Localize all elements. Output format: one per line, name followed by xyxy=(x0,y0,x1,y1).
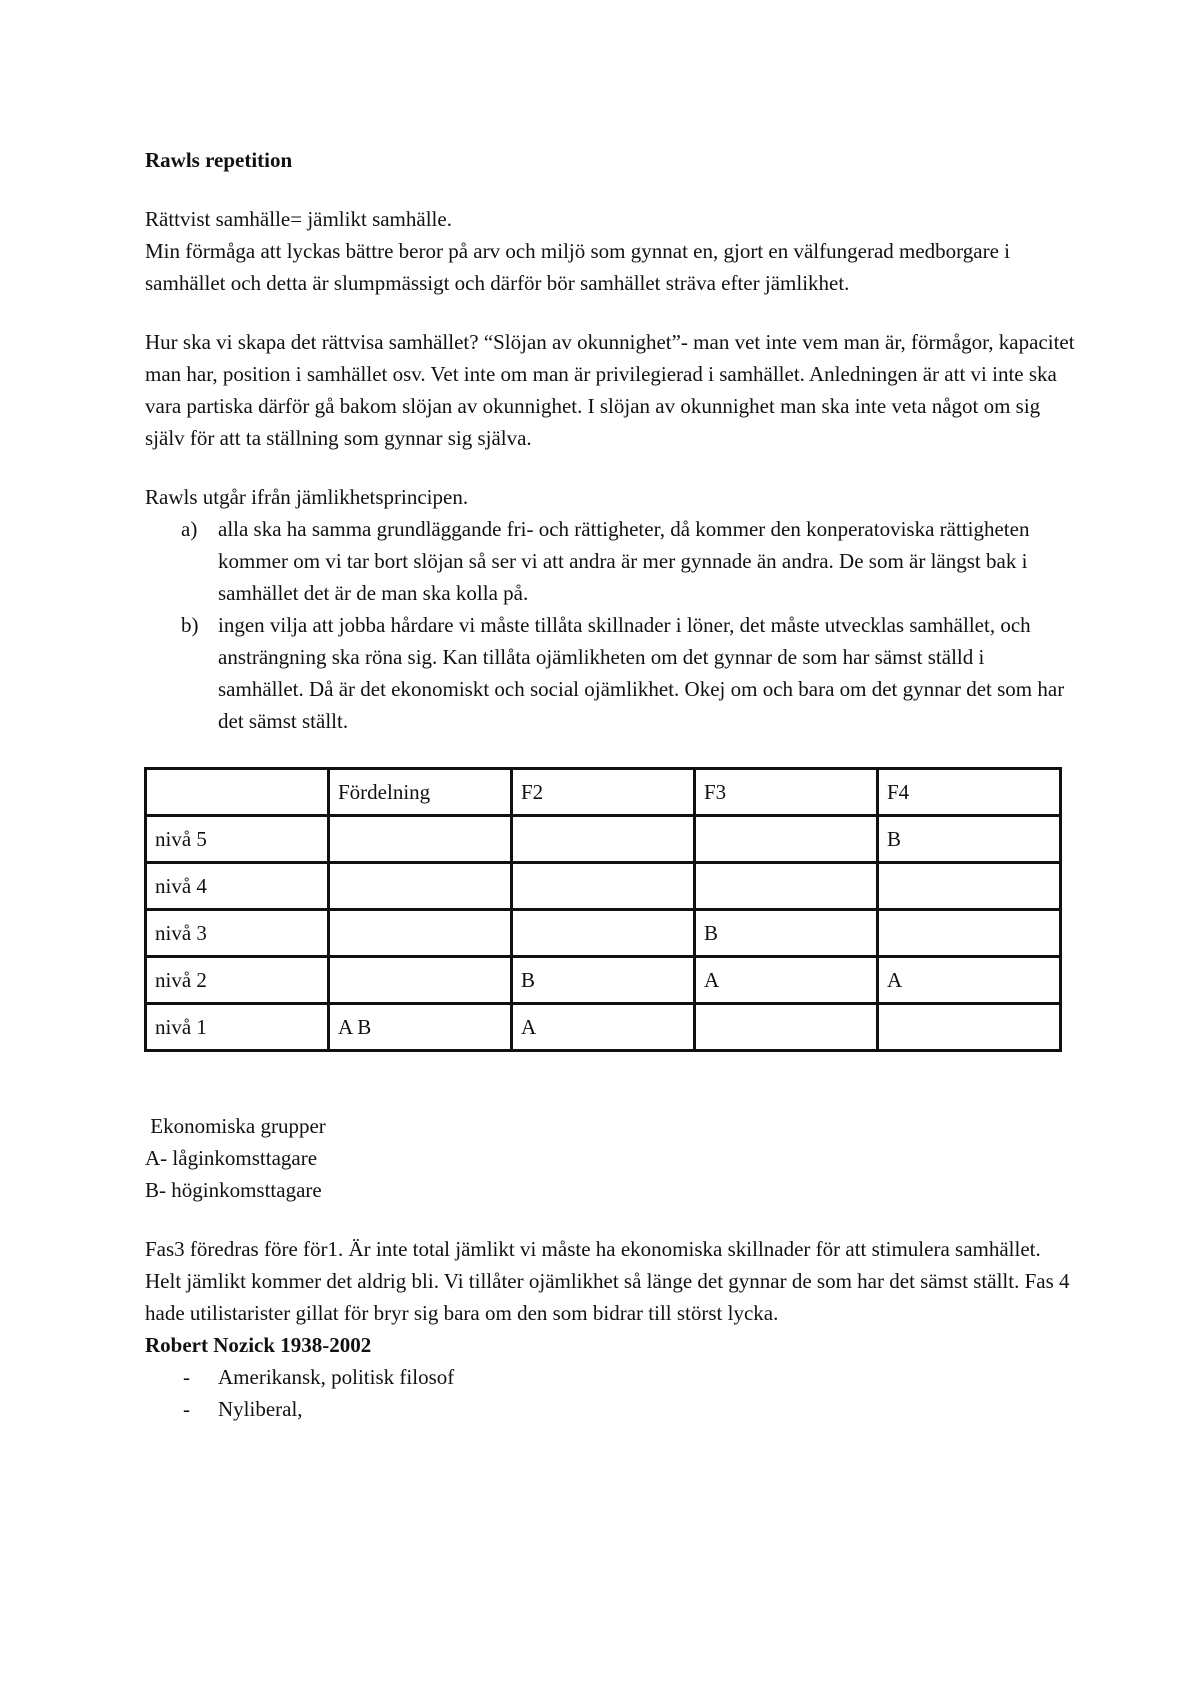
table-row xyxy=(146,957,1061,1004)
paragraph-equality-principle: Rawls utgår ifrån jämlikhetsprincipen. xyxy=(145,485,469,509)
list-item-text: Nyliberal, xyxy=(218,1397,303,1421)
groups-title: Ekonomiska grupper xyxy=(145,1114,326,1138)
table-cell xyxy=(695,816,878,863)
table-cell: F2 xyxy=(512,769,695,816)
table-cell: F3 xyxy=(695,769,878,816)
list-item xyxy=(145,609,1075,737)
table-row xyxy=(146,863,1061,910)
table-cell: B xyxy=(695,910,878,957)
table-cell: nivå 3 xyxy=(146,910,329,957)
table-cell: nivå 2 xyxy=(146,957,329,1004)
group-b: B- höginkomsttagare xyxy=(145,1178,322,1202)
principle-list xyxy=(145,513,1075,737)
table-cell: A B xyxy=(329,1004,512,1051)
table-cell xyxy=(329,910,512,957)
paragraph-ability: Min förmåga att lyckas bättre beror på arv och miljö som gynnat en, gjort en välfungerad medborgare i samhället och detta är slumpmässigt och därför bör samhället sträva efter jämlikhet. xyxy=(145,239,1010,295)
group-a: A- låginkomsttagare xyxy=(145,1146,318,1170)
table-cell: B xyxy=(878,816,1061,863)
table-cell xyxy=(329,957,512,1004)
paragraph-veil-of-ignorance: Hur ska vi skapa det rättvisa samhället? “Slöjan av okunnighet”- man vet inte vem man är, förmågor, kapacitet man har, position i samhället osv. Vet inte om man är privilegierad i samhället. Anledningen är att vi inte ska vara partiska därför gå bakom slöjan av okunnighet. I slöjan av okunnighet man ska inte veta något om sig själv för att ta ställning som gynnar sig själva. xyxy=(145,330,1075,450)
table-row xyxy=(146,910,1061,957)
paragraph-conclusion: Fas3 föredras före för1. Är inte total jämlikt vi måste ha ekonomiska skillnader för att stimulera samhället. Helt jämlikt kommer det aldrig bli. Vi tillåter ojämlikhet så länge det gynnar de som har det sämst ställt. Fas 4 hade utilistarister gillat för bryr sig bara om den som bidrar till störst lycka. xyxy=(145,1237,1070,1325)
list-item xyxy=(145,513,1075,609)
distribution-table-wrapper xyxy=(144,767,1075,1052)
table-cell xyxy=(329,863,512,910)
table-cell xyxy=(878,1004,1061,1051)
table-cell: nivå 4 xyxy=(146,863,329,910)
table-cell xyxy=(512,863,695,910)
list-marker: b) xyxy=(181,613,199,637)
paragraph-definition: Rättvist samhälle= jämlikt samhälle. xyxy=(145,207,452,231)
table-cell xyxy=(512,816,695,863)
list-item xyxy=(145,1393,1075,1425)
economic-groups xyxy=(145,1110,1075,1206)
list-item xyxy=(145,1361,1075,1393)
list-item-text: ingen vilja att jobba hårdare vi måste tillåta skillnader i löner, det måste utvecklas samhället, och ansträngning ska röna sig. Kan tillåta ojämlikheten om det gynnar de som har sämst ställd i samhället. Då är det ekonomiskt och social ojämlikhet. Okej om och bara om det gynnar det som har det sämst ställt. xyxy=(218,613,1065,733)
table-header-row xyxy=(146,769,1061,816)
table-cell: A xyxy=(512,1004,695,1051)
table-cell xyxy=(146,769,329,816)
table-row xyxy=(146,816,1061,863)
table-cell: nivå 5 xyxy=(146,816,329,863)
distribution-table xyxy=(144,767,1062,1052)
table-cell xyxy=(695,863,878,910)
table-cell xyxy=(878,910,1061,957)
table-cell: nivå 1 xyxy=(146,1004,329,1051)
table-cell: A xyxy=(878,957,1061,1004)
list-marker: - xyxy=(183,1365,190,1389)
document-content xyxy=(145,144,1075,1425)
section-title-nozick: Robert Nozick 1938-2002 xyxy=(145,1333,372,1357)
table-cell xyxy=(512,910,695,957)
table-cell xyxy=(878,863,1061,910)
list-item-text: alla ska ha samma grundläggande fri- och rättigheter, då kommer den konperatoviska rättigheten kommer om vi tar bort slöjan så ser vi att andra är mer gynnade än andra. De som är längst bak i samhället det är de man ska kolla på. xyxy=(218,517,1030,605)
list-item-text: Amerikansk, politisk filosof xyxy=(218,1365,455,1389)
table-row xyxy=(146,1004,1061,1051)
table-cell xyxy=(695,1004,878,1051)
list-marker: a) xyxy=(181,517,198,541)
table-cell: F4 xyxy=(878,769,1061,816)
table-cell: Fördelning xyxy=(329,769,512,816)
table-cell: B xyxy=(512,957,695,1004)
table-cell xyxy=(329,816,512,863)
list-marker: - xyxy=(183,1397,190,1421)
table-cell: A xyxy=(695,957,878,1004)
nozick-list xyxy=(145,1361,1075,1425)
section-title-rawls: Rawls repetition xyxy=(145,148,293,172)
